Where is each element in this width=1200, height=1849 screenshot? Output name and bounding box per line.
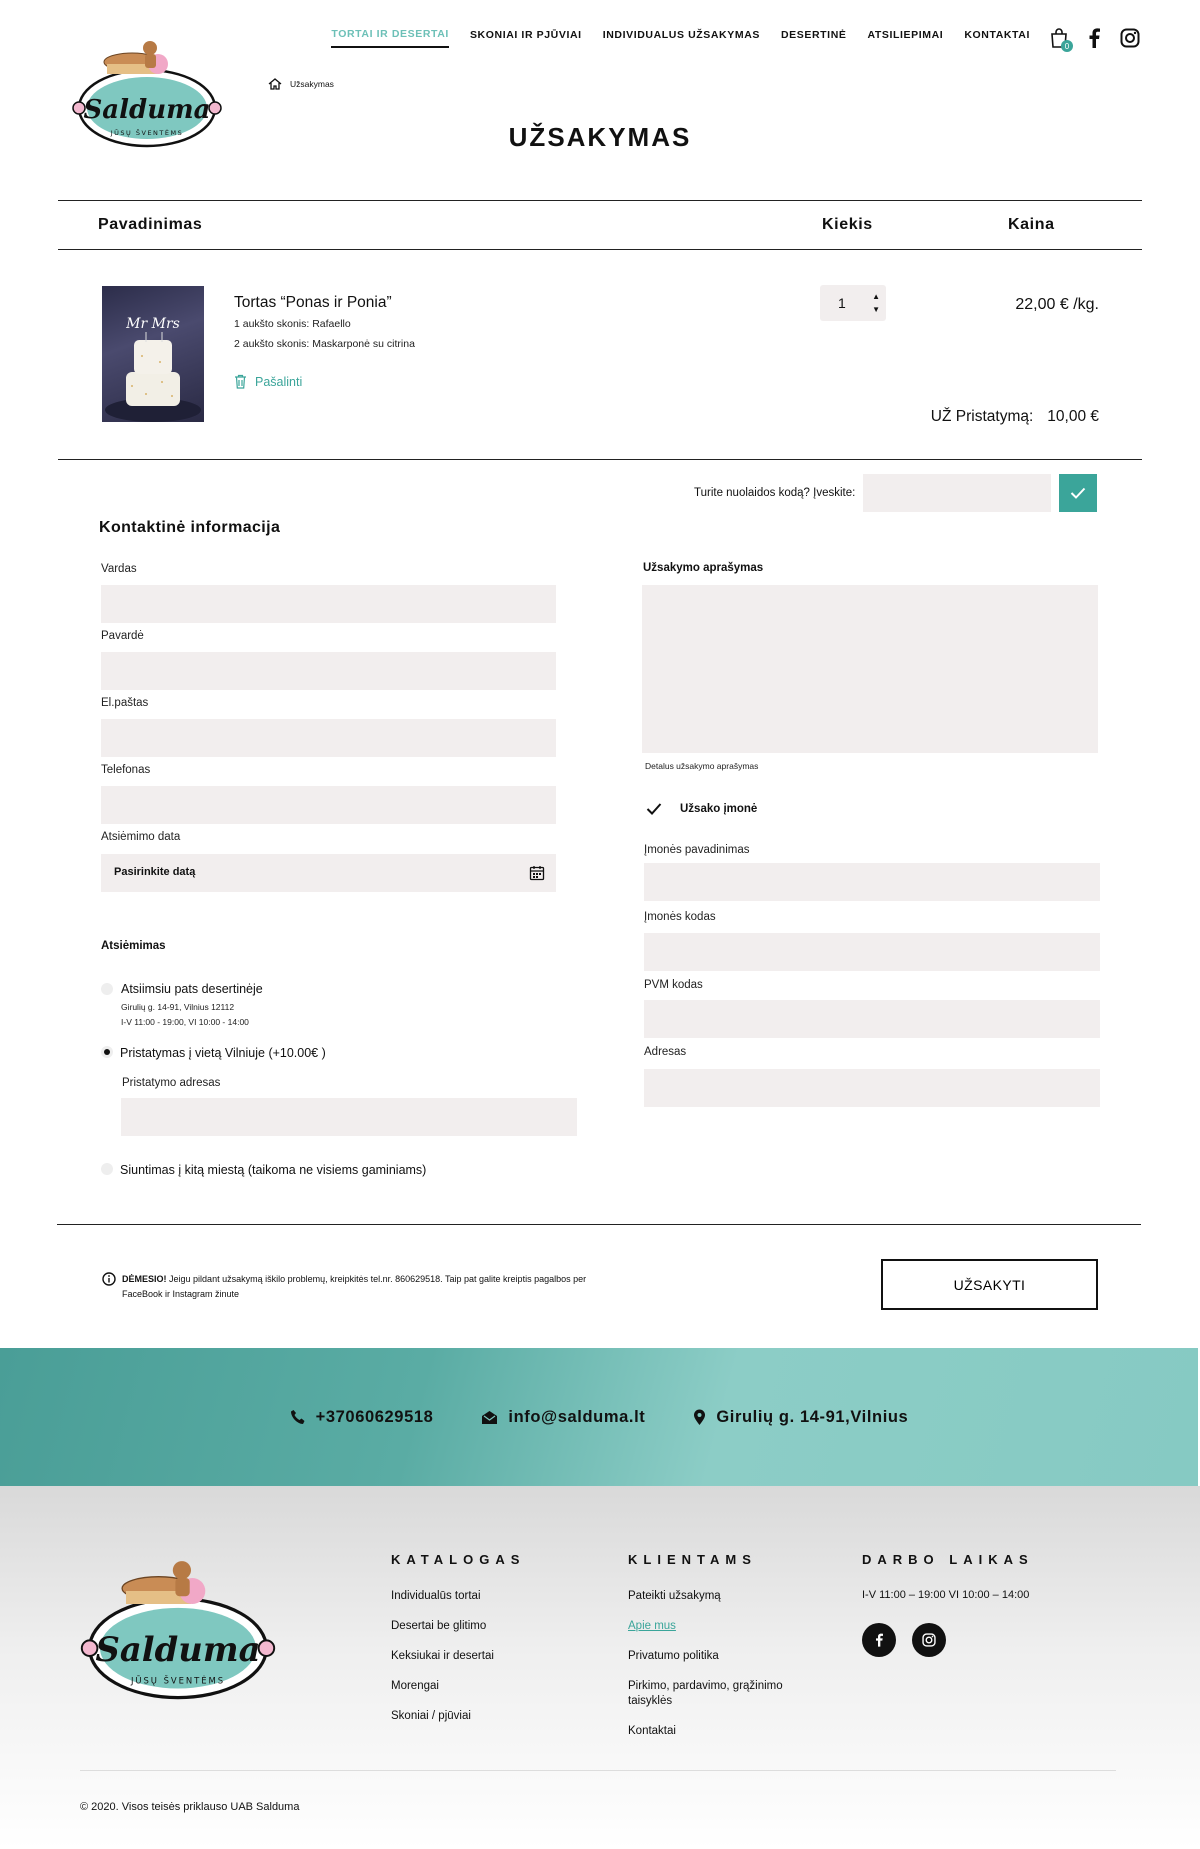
instagram-icon [922,1633,936,1647]
contact-address-text: Girulių g. 14-91,Vilnius [716,1407,909,1426]
product-name[interactable]: Tortas “Ponas ir Ponia” [234,294,392,311]
contact-info-title: Kontaktinė informacija [99,519,281,536]
pickup-title: Atsiėmimas [101,940,166,952]
column-header-qty: Kiekis [822,216,873,233]
footer-link-pateikti-uzsakyma[interactable]: Pateikti užsakymą [628,1590,721,1602]
delivery-vilnius-radio[interactable] [101,1046,113,1058]
contact-email-text: info@salduma.lt [508,1407,646,1426]
envelope-icon [481,1410,498,1425]
nav-tortai-ir-desertai[interactable]: TORTAI IR DESERTAI [331,28,449,48]
footer-hours-heading: DARBO LAIKAS [862,1552,1034,1567]
email-input[interactable] [101,719,556,757]
footer-link-skoniai[interactable]: Skoniai / pjūviai [391,1710,471,1722]
apply-discount-button[interactable] [1059,474,1097,512]
footer-social [862,1623,1034,1657]
footer-divider [80,1770,1116,1771]
column-header-price: Kaina [1008,216,1055,233]
info-icon [102,1272,116,1286]
company-checkbox-check-icon[interactable] [646,802,662,816]
trash-icon [234,374,247,389]
product-image [102,286,204,422]
last-name-input[interactable] [101,652,556,690]
contact-phone[interactable] [290,1408,434,1427]
remove-item-button[interactable] [234,374,302,389]
warning-text: Jeigu pildant užsakymą iškilo problemų, kreipkitės tel.nr. 860629518. Taip pat galite kreiptis pagalbos per FaceBook ir Instagram žinute [122,1274,587,1299]
footer-logo[interactable] [80,1552,276,1708]
company-name-input[interactable] [644,863,1100,901]
nav-atsiliepimai[interactable]: ATSILIEPIMAI [867,29,944,41]
footer-facebook-link[interactable] [862,1623,896,1657]
footer-catalog [391,1552,525,1739]
footer-link-keksiukai[interactable]: Keksiukai ir desertai [391,1650,494,1662]
contact-email[interactable] [481,1408,645,1427]
contact-band [0,1348,1198,1486]
order-description-textarea[interactable] [642,585,1098,753]
delivery-address-label: Pristatymo adresas [122,1077,221,1089]
order-description-title: Užsakymo aprašymas [643,562,764,574]
facebook-icon [1088,28,1100,48]
first-name-label: Vardas [101,563,137,575]
logo-tagline: JŪSŲ ŠVENTĖMS [110,129,184,137]
pickup-self-address: Girulių g. 14-91, Vilnius 12112 [121,1002,235,1012]
cart-count-badge: 0 [1061,40,1073,52]
company-code-input[interactable] [644,933,1100,971]
pickup-self-label: Atsiimsiu pats desertinėje [121,982,263,996]
copyright: © 2020. Visos teisės priklauso UAB Salduma [80,1801,300,1813]
delivery-cost-row [931,408,1099,426]
footer-link-individualus-tortai[interactable]: Individualūs tortai [391,1590,481,1602]
svg-text:Mr Mrs: Mr Mrs [126,316,180,332]
quantity-arrows[interactable] [872,290,880,316]
email-label: El.paštas [101,697,149,709]
home-icon[interactable] [268,78,282,90]
order-description-hint: Detalus užsakymo aprašymas [645,761,759,771]
footer-hours-text: I-V 11:00 – 19:00 VI 10:00 – 14:00 [862,1589,1030,1601]
shipping-other-city-radio[interactable] [101,1163,113,1175]
calendar-icon[interactable] [529,865,545,881]
warning-notice [102,1272,622,1302]
nav-individualus-uzsakymas[interactable]: INDIVIDUALUS UŽSAKYMAS [602,29,760,41]
facebook-icon [875,1633,883,1647]
quantity-stepper[interactable] [820,285,886,321]
instagram-icon [1120,28,1140,48]
site-header [0,0,1200,190]
remove-label: Pašalinti [255,374,303,389]
instagram-link[interactable] [1120,28,1140,48]
discount-code-row [694,474,1097,512]
nav-skoniai-ir-pjuviai[interactable]: SKONIAI IR PJŪVIAI [469,29,582,41]
nav-desertine[interactable]: DESERTINĖ [780,29,847,41]
company-code-label: Įmonės kodas [644,911,716,923]
footer-instagram-link[interactable] [912,1623,946,1657]
site-footer [0,1486,1200,1849]
footer-clients-heading: KLIENTAMS [628,1552,757,1567]
breadcrumb [268,78,334,90]
footer-logo-tagline: JŪSŲ ŠVENTĖMS [130,1675,226,1686]
chevron-up-icon[interactable]: ▲ [872,292,880,301]
footer-link-morengai[interactable]: Morengai [391,1680,439,1692]
footer-link-apie-mus[interactable]: Apie mus [628,1620,676,1632]
pickup-self-hours: I-V 11:00 - 19:00, VI 10:00 - 14:00 [121,1017,249,1027]
company-address-input[interactable] [644,1069,1100,1107]
footer-link-kontaktai[interactable]: Kontaktai [628,1725,676,1737]
footer-link-taisykles[interactable]: Pirkimo, pardavimo, grąžinimo taisyklės [628,1680,783,1707]
delivery-label: UŽ Pristatymą: [930,408,1034,425]
footer-hours [862,1552,1034,1657]
delivery-address-input[interactable] [121,1098,577,1136]
contact-phone-text: +37060629518 [315,1407,434,1426]
pickup-self-radio[interactable] [101,983,113,995]
chevron-down-icon[interactable]: ▼ [872,305,880,314]
pickup-date-label: Atsiėmimo data [101,831,181,843]
contact-address[interactable] [693,1408,908,1427]
discount-label: Turite nuolaidos kodą? Įveskite: [694,487,856,499]
breadcrumb-current: Užsakymas [290,79,334,89]
cart-table-header [58,200,1142,250]
discount-code-input[interactable] [863,474,1051,512]
footer-link-privatumo-politika[interactable]: Privatumo politika [628,1650,719,1662]
company-name-label: Įmonės pavadinimas [644,844,750,856]
page-title: UŽSAKYMAS [508,122,692,152]
cart-item-row [58,250,1142,460]
cart-button[interactable] [1050,28,1070,51]
shipping-other-city-label: Siuntimas į kitą miestą (taikoma ne visiems gaminiams) [120,1163,427,1177]
footer-catalog-heading: KATALOGAS [391,1552,526,1567]
pickup-date-picker[interactable] [101,854,556,892]
phone-input[interactable] [101,786,556,824]
date-placeholder: Pasirinkite datą [114,866,196,878]
product-option-2: 2 aukšto skonis: Maskarponė su citrina [234,338,415,350]
facebook-link[interactable] [1088,28,1100,48]
phone-icon [290,1409,306,1425]
product-option-1: 1 aukšto skonis: Rafaello [234,318,351,330]
map-pin-icon [693,1409,706,1426]
submit-order-button[interactable]: UŽSAKYTI [881,1259,1098,1310]
company-checkbox-label[interactable]: Užsako įmonė [680,803,758,815]
vat-code-input[interactable] [644,1000,1100,1038]
check-icon [1070,487,1086,499]
form-divider [57,1224,1141,1225]
footer-link-desertai-be-glitimo[interactable]: Desertai be glitimo [391,1620,487,1632]
first-name-input[interactable] [101,585,556,623]
delivery-price: 10,00 € [1047,408,1099,425]
phone-label: Telefonas [101,764,151,776]
quantity-value: 1 [838,295,846,311]
footer-clients [628,1552,808,1754]
delivery-vilnius-label: Pristatymas į vietą Vilniuje (+10.00€ ) [120,1046,326,1060]
column-header-name: Pavadinimas [98,216,203,233]
nav-kontaktai[interactable]: KONTAKTAI [964,29,1030,41]
last-name-label: Pavardė [101,630,144,642]
logo-text: Salduma [83,95,211,125]
item-price: 22,00 € /kg. [1015,296,1099,313]
main-nav [310,28,1140,51]
warning-bold: DĖMESIO! [122,1274,167,1284]
company-address-label: Adresas [644,1046,687,1058]
vat-code-label: PVM kodas [644,979,703,991]
footer-logo-text: Salduma [95,1629,261,1670]
